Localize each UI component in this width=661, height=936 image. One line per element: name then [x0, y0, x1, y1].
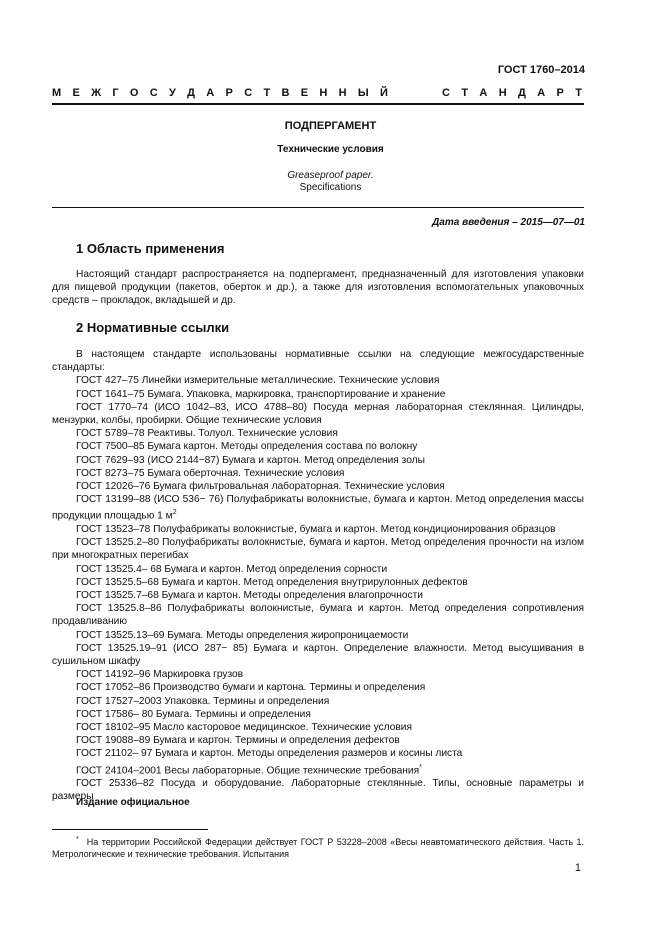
reference-text: ГОСТ 13525.13–69 Бумага. Методы определения жиропроницаемости	[76, 629, 409, 641]
reference-item	[52, 493, 584, 523]
banner-letter: Р	[556, 87, 564, 99]
reference-text: ГОСТ 13525.19–91 (ИСО 287− 85) Бумага и картон. Определение влажности. Метод высушивания в сушильном шкафу	[52, 642, 584, 668]
banner-letter: Т	[575, 87, 582, 99]
reference-item	[52, 602, 584, 628]
superscript-exponent: 2	[172, 509, 177, 517]
reference-text: ГОСТ 13525.2–80 Полуфабрикаты волокнистые, бумага и картон. Метод определения прочности на излом при многократных перегибах	[52, 537, 584, 562]
reference-text: ГОСТ 13199–88 (ИСО 536− 76) Полуфабрикаты волокнистые, бумага и картон. Метод определения массы продукции площадью 1 м	[52, 494, 584, 522]
section-2-intro: В настоящем стандарте использованы нормативные ссылки на следующие межгосударственные стандарты:	[52, 349, 584, 374]
reference-item	[52, 668, 584, 681]
reference-item	[52, 401, 584, 427]
reference-text: ГОСТ 24104–2001 Весы лабораторные. Общие технические требования	[76, 765, 420, 777]
banner-letter: С	[244, 87, 253, 99]
english-title-line2: Specifications	[299, 182, 362, 193]
reference-item	[52, 440, 584, 453]
introduction-date: Дата введения – 2015—07—01	[432, 217, 585, 228]
footnote-text: На территории Российской Федерации действует ГОСТ Р 53228–2008 «Весы неавтоматического действия. Часть 1. Метрологические и технические требования. Испытания	[52, 837, 584, 859]
reference-item	[52, 480, 584, 493]
reference-text: ГОСТ 7500–85 Бумага картон. Методы определения состава по волокну	[76, 441, 418, 453]
reference-text: ГОСТ 12026–76 Бумага фильтровальная лабораторная. Технические условия	[76, 481, 445, 493]
reference-item	[52, 388, 584, 401]
reference-item	[52, 563, 584, 576]
section-2-heading: 2 Нормативные ссылки	[76, 320, 230, 335]
reference-item	[52, 734, 584, 747]
reference-item	[52, 761, 584, 778]
banner-letter: А	[206, 87, 215, 99]
banner-letter: Е	[300, 87, 309, 99]
banner-word-interstate	[52, 87, 388, 99]
reference-text: ГОСТ 1770–74 (ИСО 1042–83, ИСО 4788–80) Посуда мерная лабораторная стеклянная. Цилиндры, мензурки, колбы, пробирки. Общие технические условия	[52, 401, 584, 427]
reference-item	[52, 629, 584, 642]
section-1-text	[52, 268, 584, 308]
document-subtitle: Технические условия	[277, 144, 384, 155]
reference-text: ГОСТ 13525.4– 68 Бумага и картон. Метод определения сорности	[76, 563, 388, 575]
banner-letter: Н	[338, 87, 347, 99]
reference-text: ГОСТ 13525.8–86 Полуфабрикаты волокнистые, бумага и картон. Метод определения сопротивления продавливанию	[52, 603, 584, 628]
reference-item	[52, 589, 584, 602]
header-rule	[52, 103, 584, 105]
reference-text: ГОСТ 13525.5–68 Бумага и картон. Метод определения внутрирулонных дефектов	[76, 576, 468, 588]
reference-text: ГОСТ 17527–2003 Упаковка. Термины и определения	[76, 695, 330, 707]
reference-item	[52, 747, 584, 760]
document-title: ПОДПЕРГАМЕНТ	[284, 120, 377, 132]
reference-text: ГОСТ 17586– 80 Бумага. Термины и определения	[76, 708, 311, 720]
banner-letter: М	[52, 87, 62, 99]
reference-item	[52, 695, 584, 708]
banner-letter: Т	[461, 87, 469, 99]
banner-letter: Д	[187, 87, 195, 99]
reference-item	[52, 427, 584, 440]
footnote-reference-mark: *	[419, 763, 422, 771]
banner-letter: Д	[518, 87, 526, 99]
banner-letter: А	[479, 87, 488, 99]
banner-letter: Й	[379, 87, 388, 99]
reference-text: ГОСТ 21102– 97 Бумага и картон. Методы определения размеров и косины листа	[76, 748, 463, 760]
reference-item	[52, 536, 584, 562]
banner-letter: Г	[112, 87, 119, 99]
english-title-line1: Greaseproof paper.	[287, 170, 374, 181]
english-title	[0, 170, 661, 194]
document-code: ГОСТ 1760–2014	[497, 64, 585, 76]
reference-item	[52, 721, 584, 734]
reference-text: ГОСТ 25336–82 Посуда и оборудование. Лабораторные стеклянные. Типы, основные параметры и размеры	[52, 778, 584, 803]
reference-item	[52, 708, 584, 721]
reference-text: ГОСТ 13523–78 Полуфабрикаты волокнистые, бумага и картон. Метод кондиционирования образцов	[76, 524, 556, 536]
reference-item	[52, 523, 584, 536]
official-edition-label: Издание официальное	[76, 797, 190, 808]
reference-text: ГОСТ 5789–78 Реактивы. Толуол. Технические условия	[76, 428, 338, 440]
normative-references	[52, 348, 584, 804]
banner-letter: Р	[225, 87, 233, 99]
title-rule	[52, 207, 584, 208]
reference-text: ГОСТ 14192–96 Маркировка грузов	[76, 669, 244, 681]
section-1-heading: 1 Область применения	[76, 241, 225, 256]
reference-text: ГОСТ 7629–93 (ИСО 2144−87) Бумага и картон. Метод определения золы	[76, 454, 425, 466]
reference-text: ГОСТ 1641–75 Бумага. Упаковка, маркировка, транспортирование и хранение	[76, 388, 446, 400]
reference-item	[52, 467, 584, 480]
banner-letter: Т	[263, 87, 271, 99]
footnote	[52, 834, 584, 860]
reference-text: ГОСТ 427–75 Линейки измерительные металлические. Технические условия	[76, 375, 440, 387]
banner-letter: Ж	[91, 87, 102, 99]
section-1-paragraph: Настоящий стандарт распространяется на подпергамент, предназначенный для изготовления упаковки для пищевой продукции (пакетов, оберток и др.), а также для изготовления вспомогательных упаковочных средств – прокладок, вкладышей и др.	[52, 269, 584, 307]
banner-word-standard	[442, 87, 582, 99]
banner-letter: В	[281, 87, 290, 99]
banner-letter: Н	[319, 87, 328, 99]
banner-letter: Е	[72, 87, 80, 99]
reference-item	[52, 576, 584, 589]
footnote-rule	[52, 829, 208, 830]
banner-letter: Ы	[357, 87, 369, 99]
interstate-standard-banner	[52, 87, 582, 99]
footnote-mark: *	[76, 836, 79, 843]
reference-item	[52, 642, 584, 668]
reference-text: ГОСТ 19088–89 Бумага и картон. Термины и определения дефектов	[76, 735, 400, 747]
reference-item	[52, 681, 584, 694]
banner-letter: С	[442, 87, 450, 99]
banner-letter: У	[169, 87, 176, 99]
reference-text: ГОСТ 18102–95 Масло касторовое медицинское. Технические условия	[76, 722, 412, 734]
banner-letter: А	[537, 87, 546, 99]
banner-letter: Н	[498, 87, 507, 99]
banner-letter: С	[149, 87, 158, 99]
reference-item	[52, 374, 584, 387]
reference-item	[52, 454, 584, 467]
reference-text: ГОСТ 8273–75 Бумага оберточная. Технические условия	[76, 467, 345, 479]
reference-text: ГОСТ 13525.7–68 Бумага и картон. Методы определения влагопрочности	[76, 590, 423, 602]
reference-text: ГОСТ 17052–86 Производство бумаги и картона. Термины и определения	[76, 682, 426, 694]
banner-letter: О	[129, 87, 139, 99]
page-number: 1	[574, 862, 581, 874]
